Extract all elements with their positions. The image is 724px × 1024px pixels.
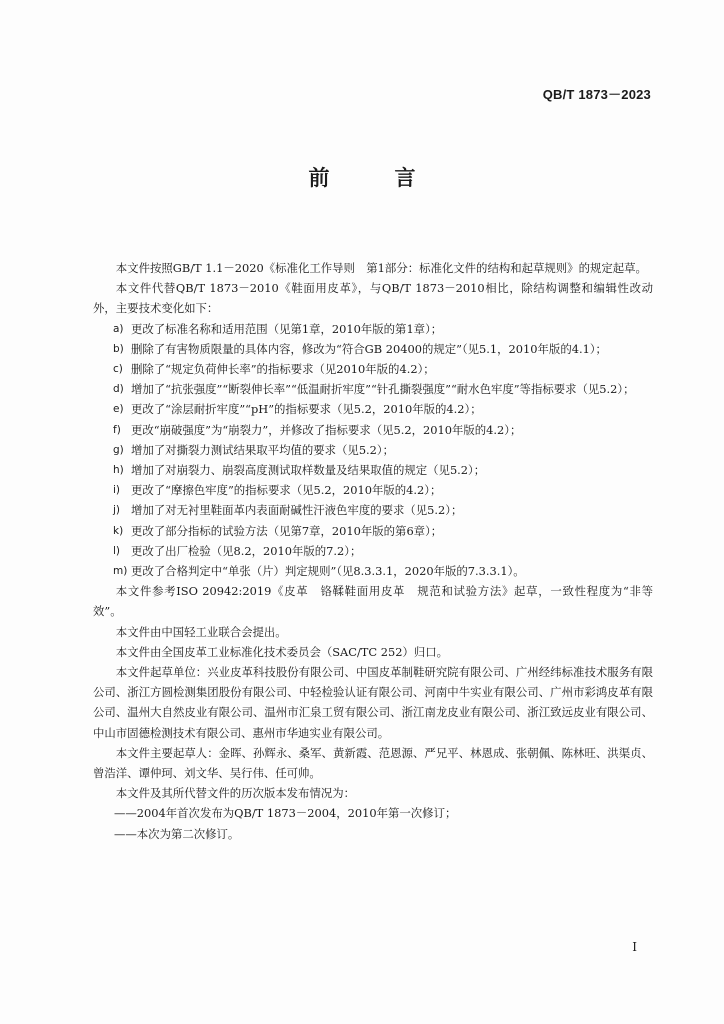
- history-item: ——本次为第二次修订。: [114, 826, 240, 841]
- paragraph-reference: 本文件参考ISO 20942:2019《皮革 铬鞣鞋面用皮革 规范和试验方法》起草，一致性程度为“非等效”。: [93, 584, 653, 619]
- list-item-text: 更改了“涂层耐折牢度”“pH”的指标要求（见5.2，2010年版的4.2）；: [131, 402, 482, 417]
- page-title: 前 言: [308, 166, 438, 190]
- foreword-body: [93, 258, 653, 844]
- list-item: [93, 339, 653, 359]
- list-item: [93, 379, 653, 399]
- list-item-text: 增加了对撕裂力测试结果取平均值的要求（见5.2）；: [131, 442, 395, 457]
- paragraph-history-intro: 本文件及其所代替文件的历次版本发布情况为：: [115, 786, 356, 801]
- list-item-letter: d): [113, 383, 124, 396]
- paragraph-committee: 本文件由全国皮革工业标准化技术委员会（SAC/TC 252）归口。: [115, 644, 449, 659]
- list-item-text: 增加了对无衬里鞋面革内表面耐碱性汗液色牢度的要求（见5.2）；: [131, 503, 463, 518]
- list-item-text: 删除了“规定负荷伸长率”的指标要求（见2010年版的4.2）；: [131, 362, 435, 377]
- changes-list: [93, 319, 653, 582]
- list-item-text: 增加了对崩裂力、崩裂高度测试取样数量及结果取值的规定（见5.2）；: [131, 463, 486, 478]
- list-item-letter: g): [113, 443, 124, 456]
- list-item-letter: h): [113, 464, 124, 477]
- paragraph-replacement: 本文件代替QB/T 1873－2010《鞋面用皮革》，与QB/T 1873－2010相比，除结构调整和编辑性改动外，主要技术变化如下：: [93, 281, 653, 316]
- list-item-letter: k): [113, 524, 124, 537]
- paragraph-proposer: 本文件由中国轻工业联合会提出。: [115, 624, 287, 639]
- list-item-text: 更改“崩破强度”为“崩裂力”，并修改了指标要求（见5.2，2010年版的4.2）；: [131, 422, 522, 437]
- list-item-letter: b): [113, 342, 124, 355]
- list-item-text: 更改了出厂检验（见8.2，2010年版的7.2）；: [131, 543, 362, 558]
- paragraph-drafting-rules: 本文件按照GB/T 1.1－2020《标准化工作导则 第1部分：标准化文件的结构和起草规则》的规定起草。: [115, 261, 647, 275]
- list-item: [93, 460, 653, 480]
- list-item: [93, 399, 653, 419]
- list-item-text: 更改了部分指标的试验方法（见第7章，2010年版的第6章）；: [131, 523, 443, 538]
- list-item: [93, 359, 653, 379]
- list-item-text: 增加了“抗张强度”“断裂伸长率”“低温耐折牢度”“针孔撕裂强度”“耐水色牢度”等指标要求（见5.2）；: [131, 382, 635, 397]
- list-item: [93, 541, 653, 561]
- list-item-letter: f): [113, 423, 121, 436]
- list-item-letter: e): [113, 403, 124, 416]
- list-item: [93, 440, 653, 460]
- page-number: I: [632, 940, 637, 954]
- list-item-letter: j): [113, 504, 121, 517]
- list-item-letter: c): [113, 363, 123, 376]
- list-item-letter: l): [113, 544, 121, 557]
- list-item: [93, 561, 653, 581]
- list-item-letter: m): [113, 565, 128, 578]
- list-item-letter: a): [113, 322, 124, 335]
- list-item: [93, 500, 653, 520]
- paragraph-drafting-units: 本文件起草单位：兴业皮革科技股份有限公司、中国皮革制鞋研究院有限公司、广州经纬标准技术服务有限公司、浙江方圆检测集团股份有限公司、中轻检验认证有限公司、河南中牛实业有限公司、广州市彩鸿皮革有限公司、温州大自然皮业有限公司、温州市汇泉工贸有限公司、浙江南龙皮业有限公司、浙江致远皮业有限公司、中山市固德检测技术有限公司、惠州市华迪实业有限公司。: [93, 665, 653, 740]
- list-item: [93, 420, 653, 440]
- list-item: [93, 319, 653, 339]
- standard-code: QB/T 1873－2023: [542, 87, 651, 102]
- list-item-letter: i): [113, 484, 121, 497]
- list-item: [93, 480, 653, 500]
- list-item-text: 删除了有害物质限量的具体内容，修改为“符合GB 20400的规定”（见5.1，2010年版的4.1）；: [131, 341, 607, 356]
- paragraph-drafters: 本文件主要起草人：金晖、孙辉永、桑军、黄新霞、范恩源、严兄平、林恩成、张朝佩、陈林旺、洪渠贞、曾浩洋、谭仲珂、刘文华、吴行伟、任可帅。: [93, 745, 653, 781]
- history-item: ——2004年首次发布为QB/T 1873－2004，2010年第一次修订；: [114, 806, 457, 821]
- list-item-text: 更改了标准名称和适用范围（见第1章，2010年版的第1章）；: [131, 321, 443, 336]
- list-item-text: 更改了“摩擦色牢度”的指标要求（见5.2，2010年版的4.2）；: [131, 483, 442, 498]
- list-item-text: 更改了合格判定中“单张（片）判定规则”（见8.3.3.1，2020年版的7.3.3.1）。: [131, 564, 525, 579]
- list-item: [93, 521, 653, 541]
